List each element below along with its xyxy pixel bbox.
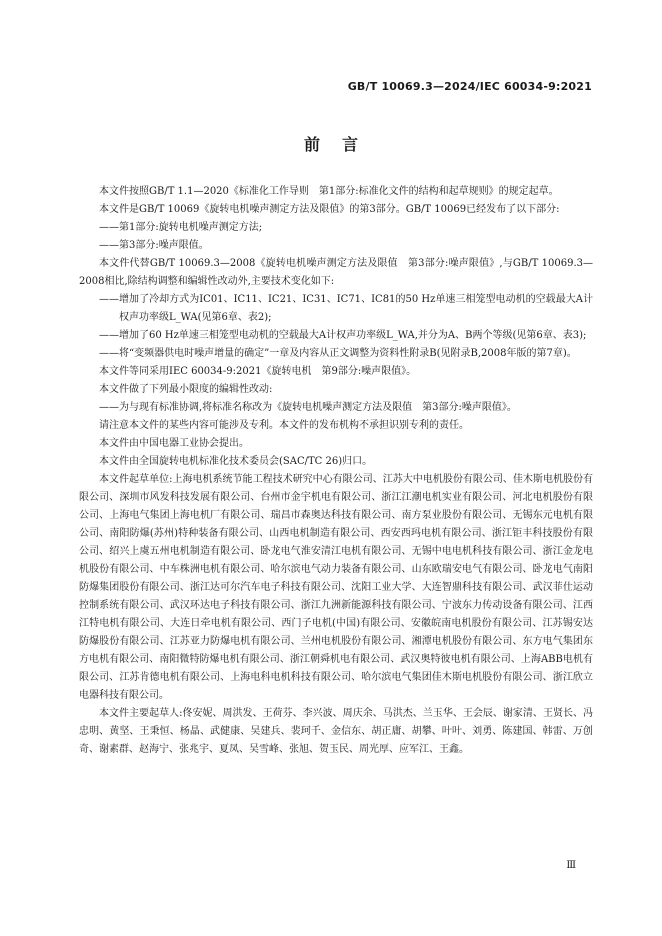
list-item [79, 345, 593, 363]
paragraph-text: 本文件由中国电器工业协会提出。 [99, 438, 249, 449]
list-dash: —— [99, 240, 119, 251]
body-text [79, 183, 593, 759]
paragraph [79, 435, 593, 453]
paragraph-text: 本文件等同采用IEC 60034-9:2021《旋转电机 第9部分:噪声限值》。 [99, 366, 417, 377]
paragraph-text: 本文件主要起草人:佟安妮、周洪发、王荷芬、李兴波、周庆余、马洪杰、兰玉华、王会辰、谢家清、王贤长、冯忠明、黄坚、王秉恒、杨晶、武健康、吴建兵、裴珂千、金信东、胡正庸、胡攀、叶叶、刘勇、陈建国、韩雷、万创奇、谢素群、赵海宁、张兆宇、夏凤、吴雪峰、张旭、贺玉民、周光厚、应军江、王鑫。 [79, 708, 593, 755]
list-dash: —— [99, 330, 119, 341]
list-dash: —— [99, 222, 119, 233]
paragraph-text: 将“变频器供电时噪声增量的确定”一章及内容从正文调整为资料性附录B(见附录B,2008年版的第7章)。 [119, 348, 577, 359]
list-dash: —— [99, 294, 119, 305]
list-item [79, 399, 593, 417]
page-title: 前言 [303, 135, 380, 154]
list-item [79, 327, 593, 345]
paragraph-text: 本文件代替GB/T 10069.3—2008《旋转电机噪声测定方法及限值 第3部分:噪声限值》,与GB/T 10069.3—2008相比,除结构调整和编辑性改动外,主要技术变化如下: [79, 258, 593, 287]
paragraph [79, 453, 593, 471]
list-item [79, 291, 593, 327]
paragraph-text: 增加了冷却方式为IC01、IC11、IC21、IC31、IC71、IC81的50 Hz单速三相笼型电动机的空载最大A计权声功率级L_WA(见第6章、表2); [119, 294, 593, 323]
paragraph [79, 201, 593, 219]
page-number: Ⅲ [566, 860, 576, 871]
paragraph-text: 本文件按照GB/T 1.1—2020《标准化工作导则 第1部分:标准化文件的结构和起草规则》的规定起草。 [99, 186, 559, 197]
paragraph [79, 255, 593, 291]
paragraph [79, 705, 593, 759]
paragraph [79, 381, 593, 399]
paragraph-text: 第3部分:噪声限值。 [119, 240, 209, 251]
paragraph-text: 本文件做了下列最小限度的编辑性改动: [99, 384, 273, 395]
paragraph-text: 为与现有标准协调,将标准名称改为《旋转电机噪声测定方法及限值 第3部分:噪声限值》。 [119, 402, 517, 413]
paragraph-text: 本文件是GB/T 10069《旋转电机噪声测定方法及限值》的第3部分。GB/T 10069已经发布了以下部分: [99, 204, 560, 215]
list-item [79, 237, 593, 255]
paragraph [79, 183, 593, 201]
paragraph-text: 请注意本文件的某些内容可能涉及专利。本文件的发布机构不承担识别专利的责任。 [99, 420, 469, 431]
list-item [79, 219, 593, 237]
paragraph-text: 增加了60 Hz单速三相笼型电动机的空载最大A计权声功率级L_WA,并分为A、B两个等级(见第6章、表3); [119, 330, 587, 341]
standard-number: GB/T 10069.3—2024/IEC 60034-9:2021 [347, 80, 592, 93]
paragraph-text: 第1部分:旋转电机噪声测定方法; [119, 222, 263, 233]
paragraph [79, 363, 593, 381]
list-dash: —— [99, 348, 119, 359]
list-dash: —— [99, 402, 119, 413]
paragraph-text: 本文件起草单位:上海电机系统节能工程技术研究中心有限公司、江苏大中电机股份有限公司、佳木斯电机股份有限公司、深圳市风发科技发展有限公司、台州市金宇机电有限公司、浙江江潮电机实业有限公司、河北电机股份有限公司、上海电气集团上海电机厂有限公司、瑞昌市森奥达科技有限公司、南方泵业股份有限公司、无锡东元电机有限公司、南阳防爆(苏州)特种装备有限公司、山西电机制造有限公司、西安西玛电机有限公司、浙江钜丰科技股份有限公司、绍兴上虞五州电机制造有限公司、卧龙电气淮安清江电机有限公司、无锡中电电机科技有限公司、浙江金龙电机股份有限公司、中车株洲电机有限公司、哈尔滨电气动力装备有限公司、山东欧瑞安电气有限公司、卧龙电气南阳防爆集团股份有限公司、浙江达可尔汽车电子科技有限公司、沈阳工业大学、大连智鼎科技有限公司、武汉菲仕运动控制系统有限公司、武汉环达电子科技有限公司、浙江九洲新能源科技有限公司、宁波东力传动设备有限公司、江西江特电机有限公司、大连日牵电机有限公司、西门子电机(中国)有限公司、安徽皖南电机股份有限公司、江苏锡安达防爆股份有限公司、江苏亚力防爆电机有限公司、兰州电机股份有限公司、湘潭电机股份有限公司、东方电气集团东方电机有限公司、南阳微特防爆电机有限公司、浙江朝舜机电有限公司、武汉奥特彼电机有限公司、上海ABB电机有限公司、江苏肯德电机有限公司、上海电科电机科技有限公司、哈尔滨电气集团佳木斯电机股份有限公司、浙江欣立电器科技有限公司。 [79, 474, 593, 701]
paragraph [79, 417, 593, 435]
paragraph-text: 本文件由全国旋转电机标准化技术委员会(SAC/TC 26)归口。 [99, 456, 373, 467]
paragraph [79, 471, 593, 705]
